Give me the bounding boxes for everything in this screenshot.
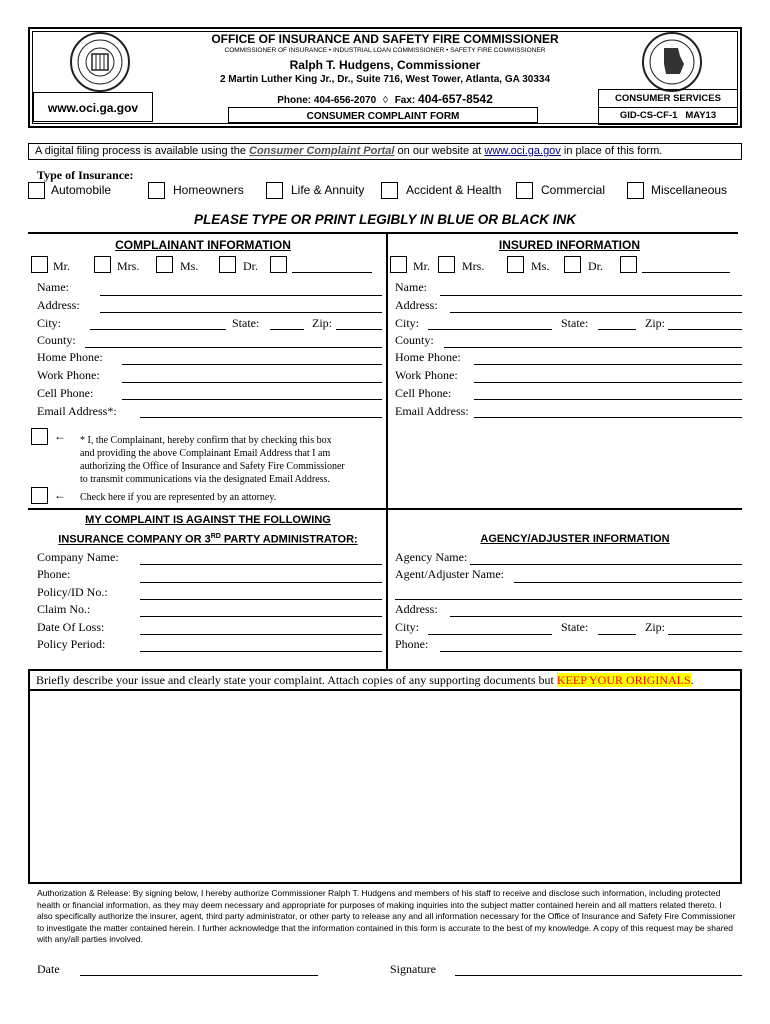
- fax-number: 404-657-8542: [418, 92, 493, 106]
- complainant-dr-label: Dr.: [243, 259, 258, 273]
- commissioner-seal-icon: [642, 32, 702, 92]
- insured-state-field[interactable]: [598, 329, 636, 330]
- company-phone-label: Phone:: [37, 567, 71, 581]
- insured-state-label: State:: [561, 316, 589, 330]
- agency-state-label: State:: [561, 620, 589, 634]
- signature-field[interactable]: [455, 975, 742, 976]
- complaint-against-heading: MY COMPLAINT IS AGAINST THE FOLLOWING: [85, 514, 331, 526]
- agency-extra-line[interactable]: [395, 599, 742, 600]
- complainant-mr-label: Mr.: [53, 259, 71, 273]
- notice-post: in place of this form.: [560, 145, 663, 157]
- section-rule-middle: [28, 508, 742, 510]
- complainant-cell-phone-field[interactable]: [122, 399, 382, 400]
- company-name-field[interactable]: [140, 564, 382, 565]
- insured-zip-field[interactable]: [668, 329, 742, 330]
- insured-ms-label: Ms.: [531, 259, 550, 273]
- complainant-name-field[interactable]: [100, 295, 382, 296]
- option-miscellaneous: Miscellaneous: [651, 183, 728, 197]
- insured-email-label: Email Address:: [395, 404, 469, 418]
- insured-cell-phone-label: Cell Phone:: [395, 386, 452, 400]
- agent-adjuster-name-field[interactable]: [514, 582, 742, 583]
- insured-mr-label: Mr.: [413, 259, 431, 273]
- insured-dr-label: Dr.: [588, 259, 603, 273]
- complainant-heading: COMPLAINANT INFORMATION: [115, 238, 291, 252]
- insurance-company-heading-sup: RD: [210, 533, 221, 540]
- complainant-name-label: Name:: [37, 280, 69, 294]
- option-homeowners: Homeowners: [173, 183, 244, 197]
- insured-name-field[interactable]: [440, 295, 742, 296]
- claim-no-field[interactable]: [140, 616, 382, 617]
- checkbox-miscellaneous[interactable]: [627, 182, 644, 199]
- date-label: Date: [37, 962, 60, 976]
- insured-county-field[interactable]: [444, 347, 742, 348]
- consent-line-4: to transmit communications via the designated Email Address.: [80, 474, 330, 485]
- checkbox-automobile[interactable]: [28, 182, 45, 199]
- insured-home-phone-label: Home Phone:: [395, 350, 461, 364]
- insured-heading: INSURED INFORMATION: [498, 238, 640, 252]
- complainant-address-field[interactable]: [100, 312, 382, 313]
- consent-line-1: * I, the Complainant, hereby confirm that by checking this box: [80, 435, 332, 446]
- insured-name-label: Name:: [395, 280, 427, 294]
- complaint-description-box[interactable]: [28, 669, 742, 884]
- commissioner-name: Ralph T. Hudgens, Commissioner: [289, 58, 481, 72]
- signature-label: Signature: [390, 962, 436, 976]
- insurance-type-label: Type of Insurance:: [37, 168, 134, 182]
- company-name-label: Company Name:: [37, 550, 119, 564]
- insured-other-checkbox[interactable]: [620, 256, 637, 273]
- company-phone-field[interactable]: [140, 582, 382, 583]
- complainant-city-field[interactable]: [90, 329, 226, 330]
- form-title-box: [228, 107, 538, 123]
- agency-phone-field[interactable]: [440, 651, 742, 652]
- georgia-state-seal-icon: [70, 32, 130, 92]
- agency-phone-label: Phone:: [395, 637, 429, 651]
- claim-no-label: Claim No.:: [37, 602, 91, 616]
- agency-name-field[interactable]: [470, 564, 742, 565]
- insured-mr-checkbox[interactable]: [390, 256, 407, 273]
- attorney-checkbox[interactable]: [31, 487, 48, 504]
- complainant-address-label: Address:: [37, 298, 80, 312]
- agency-zip-field[interactable]: [668, 634, 742, 635]
- insured-work-phone-field[interactable]: [474, 382, 742, 383]
- insured-mrs-label: Mrs.: [462, 259, 485, 273]
- email-consent-text: [80, 434, 345, 486]
- complainant-city-label: City:: [37, 316, 62, 330]
- complainant-other-checkbox[interactable]: [270, 256, 287, 273]
- form-id-box: [598, 89, 738, 125]
- agency-zip-label: Zip:: [645, 620, 665, 634]
- left-arrow-icon: ←: [54, 488, 66, 502]
- agency-state-field[interactable]: [598, 634, 636, 635]
- checkbox-commercial[interactable]: [516, 182, 533, 199]
- complainant-cell-phone-label: Cell Phone:: [37, 386, 94, 400]
- form-id: GID-CS-CF-1 MAY13: [619, 110, 717, 121]
- insured-email-field[interactable]: [474, 417, 742, 418]
- description-text: Briefly describe your issue and clearly state your complaint. Attach copies of any supporting documents but: [36, 673, 557, 687]
- complainant-zip-label: Zip:: [312, 316, 332, 330]
- complainant-work-phone-field[interactable]: [122, 382, 382, 383]
- complainant-email-label: Email Address*:: [37, 404, 117, 418]
- complainant-home-phone-label: Home Phone:: [37, 350, 103, 364]
- consumer-complaint-portal-link[interactable]: Consumer Complaint Portal: [249, 145, 395, 157]
- checkbox-life-annuity[interactable]: [266, 182, 283, 199]
- date-of-loss-label: Date Of Loss:: [37, 620, 105, 634]
- left-arrow-icon: ←: [54, 429, 66, 443]
- option-commercial: Commercial: [541, 183, 606, 197]
- office-title: OFFICE OF INSURANCE AND SAFETY FIRE COMMISSIONER: [211, 32, 559, 46]
- email-consent-checkbox[interactable]: [31, 428, 48, 445]
- diamond-separator: ◊: [382, 95, 388, 106]
- authorization-release-text: Authorization & Release: By signing below, I hereby authorize Commissioner Ralph T. Hudgens and members of his staff to receive and disclose such information, including protected health or financial information, as they may deem necessary and appropriate for purposes of making inquiries into the subject matter contained herein and all matters related thereto. I also specifically authorize the insurer, agent, third party administrator, or other party to release any and all information necessary for the Office of Insurance and Safety Fire Commissioner to investigate the matter contained herein. I further acknowledge that the information contained in this form is accurate to the best of my knowledge. A copy of this request may be shared with any/all parties involved.: [37, 888, 736, 944]
- complainant-email-field[interactable]: [140, 417, 382, 418]
- insurance-company-heading: [28, 533, 388, 546]
- complainant-mrs-label: Mrs.: [117, 259, 140, 273]
- ink-instruction: PLEASE TYPE OR PRINT LEGIBLY IN BLUE OR BLACK INK: [193, 212, 577, 227]
- agency-city-field[interactable]: [428, 634, 552, 635]
- insured-zip-label: Zip:: [645, 316, 665, 330]
- option-automobile: Automobile: [51, 183, 112, 197]
- complainant-mrs-checkbox[interactable]: [94, 256, 111, 273]
- insured-address-label: Address:: [395, 298, 438, 312]
- agency-city-label: City:: [395, 620, 420, 634]
- fax-label: Fax:: [394, 95, 416, 106]
- complainant-work-phone-label: Work Phone:: [37, 368, 100, 382]
- insured-city-label: City:: [395, 316, 420, 330]
- insured-county-label: County:: [395, 333, 434, 347]
- insured-work-phone-label: Work Phone:: [395, 368, 458, 382]
- insured-ms-checkbox[interactable]: [507, 256, 524, 273]
- digital-filing-notice: [28, 143, 742, 160]
- insured-address-field[interactable]: [450, 312, 742, 313]
- complainant-mr-checkbox[interactable]: [31, 256, 48, 273]
- option-accident-health: Accident & Health: [406, 183, 502, 197]
- form-title: CONSUMER COMPLAINT FORM: [306, 111, 460, 122]
- insured-cell-phone-field[interactable]: [474, 399, 742, 400]
- phone-number: Phone: 404-656-2070: [277, 95, 377, 106]
- consent-line-3: authorizing the Office of Insurance and Safety Fire Commissioner: [80, 461, 345, 472]
- keep-originals-highlight: KEEP YOUR ORIGINALS: [556, 673, 691, 687]
- agent-adjuster-name-label: Agent/Adjuster Name:: [395, 567, 504, 581]
- checkbox-homeowners[interactable]: [148, 182, 165, 199]
- office-subtitle: COMMISSIONER OF INSURANCE • INDUSTRIAL LOAN COMMISSIONER • SAFETY FIRE COMMISSIONER: [224, 47, 546, 54]
- complainant-state-label: State:: [232, 316, 260, 330]
- insurance-company-heading-pre: INSURANCE COMPANY OR 3: [58, 533, 211, 546]
- insured-home-phone-field[interactable]: [474, 364, 742, 365]
- policy-period-label: Policy Period:: [37, 637, 106, 651]
- complainant-county-field[interactable]: [85, 347, 382, 348]
- office-address: 2 Martin Luther King Jr., Dr., Suite 716, West Tower, Atlanta, GA 30334: [219, 74, 551, 85]
- complainant-ms-checkbox[interactable]: [156, 256, 173, 273]
- insurance-company-heading-post: PARTY ADMINISTRATOR:: [220, 533, 358, 546]
- insured-dr-checkbox[interactable]: [564, 256, 581, 273]
- consent-line-2: and providing the above Complainant Email Address that I am: [80, 448, 331, 459]
- insured-city-field[interactable]: [428, 329, 552, 330]
- agency-address-field[interactable]: [450, 616, 742, 617]
- complainant-home-phone-field[interactable]: [122, 364, 382, 365]
- complainant-ms-label: Ms.: [180, 259, 199, 273]
- insured-mrs-checkbox[interactable]: [438, 256, 455, 273]
- date-field[interactable]: [80, 975, 318, 976]
- description-end: .: [690, 673, 694, 687]
- column-divider-upper: [386, 234, 388, 508]
- complainant-zip-field[interactable]: [336, 329, 382, 330]
- agency-name-label: Agency Name:: [395, 550, 468, 564]
- attorney-label: Check here if you are represented by an attorney.: [80, 492, 277, 503]
- option-life-annuity: Life & Annuity: [291, 183, 365, 197]
- insured-other-title-line[interactable]: [642, 272, 730, 273]
- complainant-other-title-line[interactable]: [292, 272, 372, 273]
- checkbox-accident-health[interactable]: [381, 182, 398, 199]
- policy-id-label: Policy/ID No.:: [37, 585, 108, 599]
- notice-mid: on our website at: [394, 145, 485, 157]
- agency-address-label: Address:: [395, 602, 438, 616]
- complainant-county-label: County:: [37, 333, 76, 347]
- agency-heading: AGENCY/ADJUSTER INFORMATION: [480, 533, 670, 545]
- policy-id-field[interactable]: [140, 599, 382, 600]
- consumer-services-label: CONSUMER SERVICES: [599, 90, 737, 108]
- complainant-state-field[interactable]: [270, 329, 304, 330]
- complainant-dr-checkbox[interactable]: [219, 256, 236, 273]
- notice-pre: A digital filing process is available using the: [35, 145, 250, 157]
- date-of-loss-field[interactable]: [140, 634, 382, 635]
- policy-period-field[interactable]: [140, 651, 382, 652]
- website-link[interactable]: www.oci.ga.gov: [484, 145, 561, 157]
- instruction-rule: [28, 232, 738, 234]
- description-instruction: [30, 671, 740, 691]
- website-box[interactable]: www.oci.ga.gov: [33, 92, 153, 122]
- contact-line: [150, 92, 620, 106]
